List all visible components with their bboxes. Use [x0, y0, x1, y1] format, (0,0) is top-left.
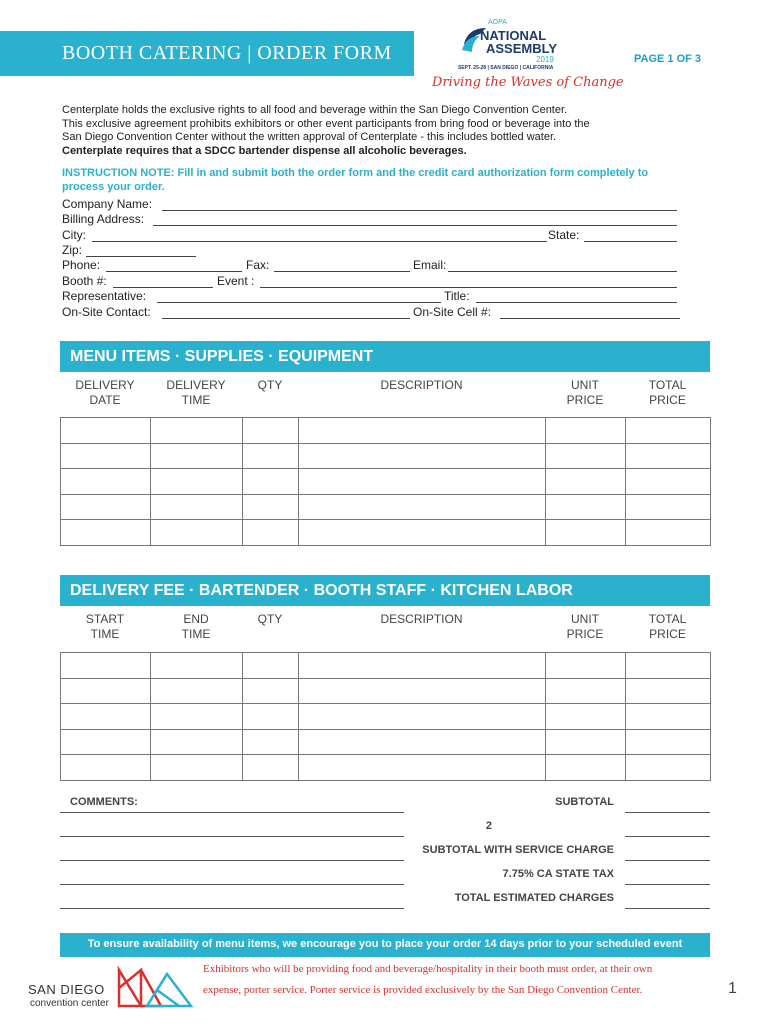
city-field[interactable] [92, 227, 547, 242]
table-cell[interactable] [626, 678, 711, 704]
title-field[interactable] [476, 288, 677, 303]
col-description: DESCRIPTION [380, 378, 463, 392]
col-description: DESCRIPTION [380, 612, 463, 626]
city-label: City: [62, 228, 86, 242]
section-title-menu-items: MENU ITEMS · SUPPLIES · EQUIPMENT [70, 348, 374, 365]
table-cell[interactable] [626, 729, 711, 755]
col-total-price [625, 612, 710, 642]
table-cell[interactable] [151, 494, 243, 520]
table-cell[interactable] [299, 469, 546, 495]
intro-line: San Diego Convention Center without the written approval of Centerplate - this includes bottled water. [62, 131, 557, 144]
table-cell[interactable] [61, 494, 151, 520]
table-cell[interactable] [626, 494, 711, 520]
booth-field[interactable] [113, 273, 213, 288]
table-cell[interactable] [243, 653, 299, 679]
zip-label: Zip: [62, 243, 83, 257]
col-head-line: PRICE [649, 393, 686, 407]
phone-field[interactable] [106, 257, 242, 272]
table-cell[interactable] [299, 755, 546, 781]
table-cell[interactable] [299, 653, 546, 679]
table-row [61, 469, 711, 495]
table-cell[interactable] [546, 653, 626, 679]
table-cell[interactable] [243, 704, 299, 730]
col-head-line: PRICE [566, 393, 604, 407]
col-total-price [625, 378, 710, 408]
table-row [61, 443, 711, 469]
logo-line2: ASSEMBLY [486, 41, 558, 56]
onsite-cell-field[interactable] [500, 304, 680, 319]
table-cell[interactable] [61, 678, 151, 704]
col-delivery-date [60, 378, 150, 408]
instruction-line: process your order. [62, 181, 165, 193]
subtotal-label: SUBTOTAL [555, 796, 614, 808]
table-cell[interactable] [151, 755, 243, 781]
col-head-line: TIME [90, 627, 120, 641]
fax-label: Fax: [246, 258, 270, 272]
col-qty: QTY [257, 378, 283, 392]
table-cell[interactable] [626, 469, 711, 495]
col-head-line: END [183, 612, 209, 626]
col-head-line: UNIT [571, 612, 599, 626]
billing-address-field[interactable] [153, 211, 677, 226]
title-label: Title: [444, 289, 470, 303]
col-head-line: DELIVERY [75, 378, 135, 392]
total-field[interactable] [625, 908, 710, 909]
page-indicator: PAGE 1 OF 3 [634, 53, 702, 65]
col-head-line: UNIT [571, 378, 599, 392]
table-cell[interactable] [243, 418, 299, 444]
table-row [61, 678, 711, 704]
table-row [61, 494, 711, 520]
table-cell[interactable] [151, 653, 243, 679]
table-cell[interactable] [626, 755, 711, 781]
table-row [61, 704, 711, 730]
tax-field[interactable] [625, 884, 710, 885]
table-cell[interactable] [243, 755, 299, 781]
col-head-line: DELIVERY [166, 378, 226, 392]
table-cell[interactable] [299, 520, 546, 546]
total-label: TOTAL ESTIMATED CHARGES [454, 892, 614, 904]
table-cell[interactable] [61, 755, 151, 781]
col-head-line: PRICE [649, 627, 686, 641]
event-field[interactable] [260, 273, 677, 288]
table-row [61, 729, 711, 755]
comments-line[interactable] [60, 860, 404, 861]
table-cell[interactable] [626, 520, 711, 546]
table-cell[interactable] [61, 469, 151, 495]
table-cell[interactable] [151, 469, 243, 495]
col-unit-price [545, 612, 625, 642]
table-cell[interactable] [626, 443, 711, 469]
representative-field[interactable] [157, 288, 441, 303]
table-cell[interactable] [243, 520, 299, 546]
wave-accent-icon [462, 36, 480, 52]
col-head-line: TIME [181, 393, 211, 407]
table-cell[interactable] [243, 469, 299, 495]
table-cell[interactable] [299, 494, 546, 520]
table-cell[interactable] [299, 418, 546, 444]
table-cell[interactable] [299, 678, 546, 704]
state-field[interactable] [584, 227, 677, 242]
subtotal-service-field[interactable] [625, 860, 710, 861]
intro-line: This exclusive agreement prohibits exhibitors or other event participants from bring food or beverage into the [62, 117, 590, 130]
table-row [61, 418, 711, 444]
table-cell[interactable] [546, 443, 626, 469]
comments-line[interactable] [60, 836, 404, 837]
phone-label: Phone: [62, 258, 101, 272]
company-name-label: Company Name: [62, 197, 153, 211]
table-cell[interactable] [243, 443, 299, 469]
fax-field[interactable] [274, 257, 410, 272]
col-unit-price [545, 378, 625, 408]
logo-line1: NATIONAL [480, 28, 547, 43]
col-start-time [60, 612, 150, 642]
table-cell[interactable] [299, 443, 546, 469]
comments-line[interactable] [60, 908, 404, 909]
menu-items-table [60, 417, 711, 546]
labor-table [60, 652, 711, 781]
table-row [61, 520, 711, 546]
tax-label: 7.75% CA STATE TAX [502, 868, 614, 880]
col-head-line: TOTAL [648, 378, 687, 392]
col-head-line: START [85, 612, 125, 626]
company-name-field[interactable] [162, 196, 677, 211]
onsite-contact-field[interactable] [162, 304, 410, 319]
table-cell[interactable] [546, 494, 626, 520]
col-head-line: TIME [181, 627, 211, 641]
table-cell[interactable] [546, 469, 626, 495]
logo-tagline: Driving the Waves of Change [432, 75, 624, 90]
subtotal-service-label: SUBTOTAL WITH SERVICE CHARGE [422, 844, 614, 856]
table-cell[interactable] [61, 704, 151, 730]
table-cell[interactable] [546, 704, 626, 730]
intro-bartender-note: Centerplate requires that a SDCC bartender dispense all alcoholic beverages. [62, 144, 467, 157]
table-cell[interactable] [546, 729, 626, 755]
table-cell[interactable] [151, 678, 243, 704]
comments-label: COMMENTS: [70, 796, 138, 808]
notice-text: To ensure availability of menu items, we encourage you to place your order 14 days prior to your scheduled event [87, 938, 683, 950]
exhibitor-note-line2: expense, porter service. Porter service is provided exclusively by the San Diego Convention Center. [203, 984, 643, 996]
table-cell[interactable] [546, 418, 626, 444]
table-cell[interactable] [546, 678, 626, 704]
billing-address-label: Billing Address: [62, 212, 145, 226]
section-title-labor: DELIVERY FEE · BARTENDER · BOOTH STAFF · KITCHEN LABOR [70, 582, 573, 599]
sdcc-logo-subtitle: convention center [30, 998, 109, 1009]
col-head-line: PRICE [566, 627, 604, 641]
comments-line[interactable] [60, 812, 404, 813]
table-cell[interactable] [243, 729, 299, 755]
col-delivery-time [150, 378, 242, 408]
table-cell[interactable] [151, 443, 243, 469]
page-number: 1 [728, 980, 737, 997]
table-cell[interactable] [626, 418, 711, 444]
table-cell[interactable] [61, 520, 151, 546]
col-head-line: DATE [89, 393, 121, 407]
table-cell[interactable] [61, 443, 151, 469]
exhibitor-note-line1: Exhibitors who will be providing food and beverage/hospitality in their booth must order, at their own [203, 963, 653, 975]
table-cell[interactable] [546, 755, 626, 781]
col-end-time [150, 612, 242, 642]
zip-field[interactable] [86, 242, 196, 257]
sdcc-logo-name: SAN DIEGO [28, 982, 105, 997]
email-label: Email: [413, 258, 447, 272]
table-cell[interactable] [299, 729, 546, 755]
table-cell[interactable] [61, 653, 151, 679]
email-field[interactable] [448, 257, 677, 272]
service-charge-field[interactable] [625, 836, 710, 837]
logo-dates: SEPT. 25-28 | SAN DIEGO | CALIFORNIA [458, 65, 554, 71]
sdcc-sails-icon [117, 966, 193, 1008]
subtotal-field[interactable] [625, 812, 710, 813]
table-cell[interactable] [626, 653, 711, 679]
logo-org: AOPA [488, 19, 507, 26]
table-cell[interactable] [626, 704, 711, 730]
instruction-note [62, 166, 687, 194]
booth-label: Booth #: [62, 274, 107, 288]
table-cell[interactable] [243, 494, 299, 520]
instruction-line: INSTRUCTION NOTE: Fill in and submit both the order form and the credit card authorization form completely to [62, 167, 649, 179]
logo-year: 2019 [536, 55, 554, 64]
table-row [61, 755, 711, 781]
col-qty: QTY [257, 612, 283, 626]
table-row [61, 653, 711, 679]
representative-label: Representative: [62, 289, 147, 303]
table-cell[interactable] [243, 678, 299, 704]
state-label: State: [548, 228, 580, 242]
col-head-line: TOTAL [648, 612, 687, 626]
onsite-cell-label: On-Site Cell #: [413, 305, 492, 319]
intro-line: Centerplate holds the exclusive rights to all food and beverage within the San Diego Convention Center. [62, 104, 568, 116]
table-cell[interactable] [151, 704, 243, 730]
table-cell[interactable] [61, 418, 151, 444]
table-cell[interactable] [151, 520, 243, 546]
intro-paragraph [62, 104, 682, 158]
table-cell[interactable] [151, 729, 243, 755]
onsite-contact-label: On-Site Contact: [62, 305, 151, 319]
table-cell[interactable] [546, 520, 626, 546]
national-assembly-logo [428, 14, 624, 94]
service-charge-label: 2 [485, 820, 492, 832]
comments-line[interactable] [60, 884, 404, 885]
table-cell[interactable] [61, 729, 151, 755]
table-cell[interactable] [299, 704, 546, 730]
event-label: Event : [217, 274, 255, 288]
form-title: BOOTH CATERING | ORDER FORM [62, 42, 392, 64]
table-cell[interactable] [151, 418, 243, 444]
